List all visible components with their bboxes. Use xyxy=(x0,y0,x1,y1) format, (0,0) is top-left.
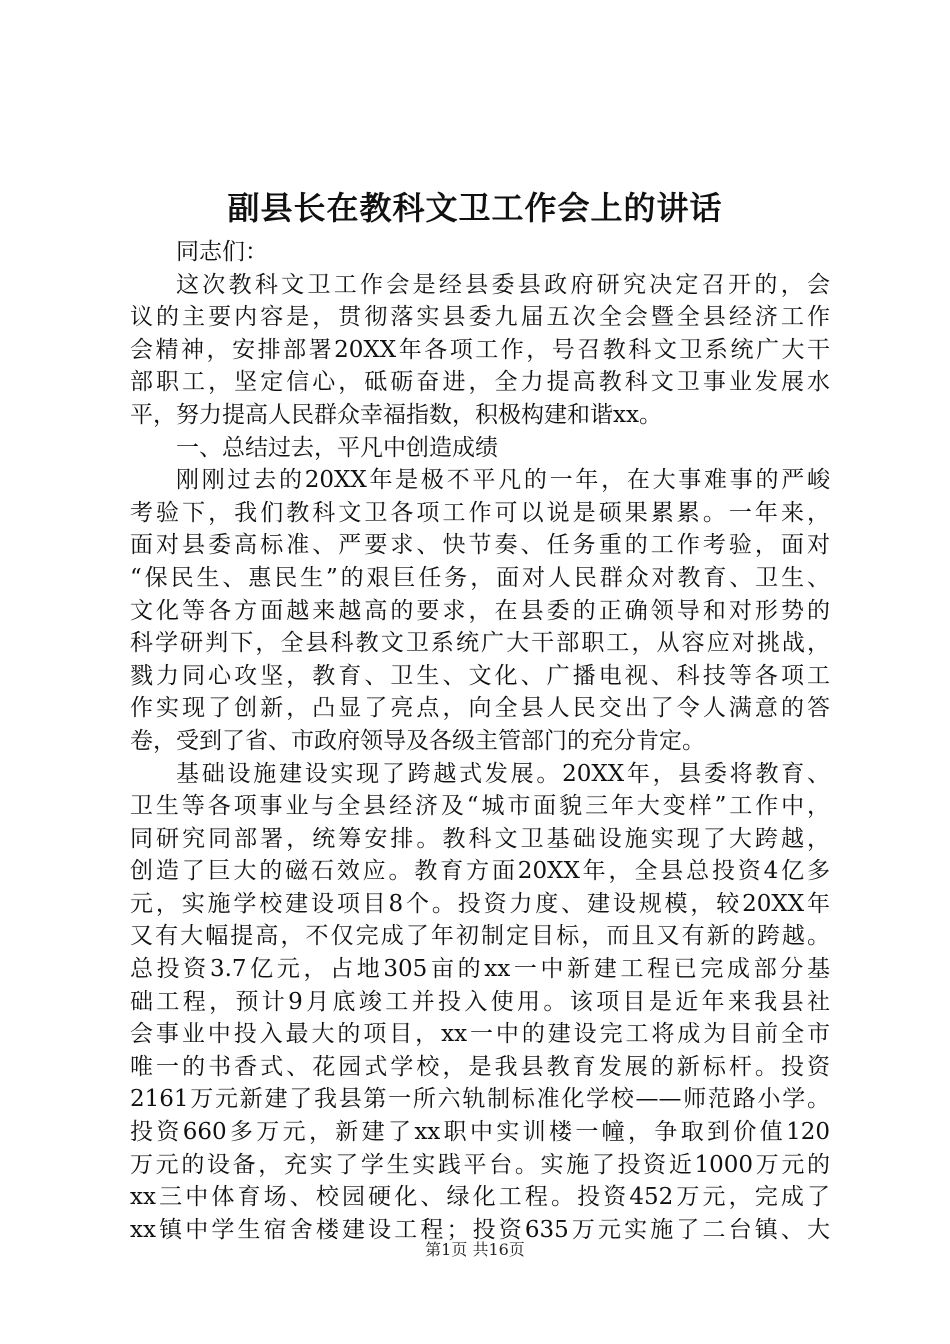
body-line: 考验下，我们教科文卫各项工作可以说是硕果累累。一年来， xyxy=(130,499,830,526)
body-line: 科学研判下，全县科教文卫系统广大干部职工，从容应对挑战， xyxy=(130,630,830,657)
body-line: 议的主要内容是，贯彻落实县委九届五次全会暨全县经济工作 xyxy=(130,304,830,331)
body-line: 总投资3.7亿元，占地305亩的xx一中新建工程已完成部分基 xyxy=(130,956,830,983)
body-line: 础工程，预计9月底竣工并投入使用。该项目是近年来我县社 xyxy=(130,988,830,1015)
body-line: xx三中体育场、校园硬化、绿化工程。投资452万元，完成了 xyxy=(130,1184,830,1211)
body-line: 会精神，安排部署20XX年各项工作，号召教科文卫系统广大干 xyxy=(130,336,830,363)
body-line: 投资660多万元，新建了xx职中实训楼一幢，争取到价值120 xyxy=(130,1119,830,1146)
body-line: 戮力同心攻坚，教育、卫生、文化、广播电视、科技等各项工 xyxy=(130,662,830,689)
body-line: 卷，受到了省、市政府领导及各级主管部门的充分肯定。 xyxy=(130,727,705,754)
body-line: 这次教科文卫工作会是经县委县政府研究决定召开的，会 xyxy=(176,271,830,298)
body-line: 元，实施学校建设项目8个。投资力度、建设规模，较20XX年 xyxy=(130,890,830,917)
body-line: 同研究同部署，统筹安排。教科文卫基础设施实现了大跨越， xyxy=(130,825,830,852)
page-footer: 第1页 共16页 xyxy=(425,1240,525,1259)
body-line: 又有大幅提高，不仅完成了年初制定目标，而且又有新的跨越。 xyxy=(130,923,830,950)
body-line: 唯一的书香式、花园式学校，是我县教育发展的新标杆。投资 xyxy=(130,1053,830,1080)
body-line: 会事业中投入最大的项目，xx一中的建设完工将成为目前全市 xyxy=(130,1021,830,1048)
body-line: 同志们： xyxy=(176,239,268,265)
body-line: “保民生、惠民生”的艰巨任务，面对人民群众对教育、卫生、 xyxy=(130,564,830,591)
body-line: 部职工，坚定信心，砥砺奋进，全力提高教科文卫事业发展水 xyxy=(130,369,830,396)
body-line: 万元的设备，充实了学生实践平台。实施了投资近1000万元的 xyxy=(130,1151,830,1178)
body-line: 创造了巨大的磁石效应。教育方面20XX年，全县总投资4亿多 xyxy=(130,858,830,885)
body-line: 作实现了创新，凸显了亮点，向全县人民交出了令人满意的答 xyxy=(130,695,830,722)
document-body xyxy=(130,236,830,1246)
document-title: 副县长在教科文卫工作会上的讲话 xyxy=(227,189,723,227)
body-line: 文化等各方面越来越高的要求，在县委的正确领导和对形势的 xyxy=(130,597,830,624)
body-line: 面对县委高标准、严要求、快节奏、任务重的工作考验，面对 xyxy=(130,532,830,559)
body-line: 2161万元新建了我县第一所六轨制标准化学校——师范路小学。 xyxy=(130,1086,830,1113)
body-line: 一、总结过去，平凡中创造成绩 xyxy=(176,434,498,461)
body-line: xx镇中学生宿舍楼建设工程；投资635万元实施了二台镇、大 xyxy=(130,1216,830,1243)
body-line: 卫生等各项事业与全县经济及“城市面貌三年大变样”工作中， xyxy=(130,793,830,820)
body-line: 刚刚过去的20XX年是极不平凡的一年，在大事难事的严峻 xyxy=(176,467,830,494)
body-line: 基础设施建设实现了跨越式发展。20XX年，县委将教育、 xyxy=(176,760,830,787)
body-line: 平，努力提高人民群众幸福指数，积极构建和谐xx。 xyxy=(130,401,662,428)
